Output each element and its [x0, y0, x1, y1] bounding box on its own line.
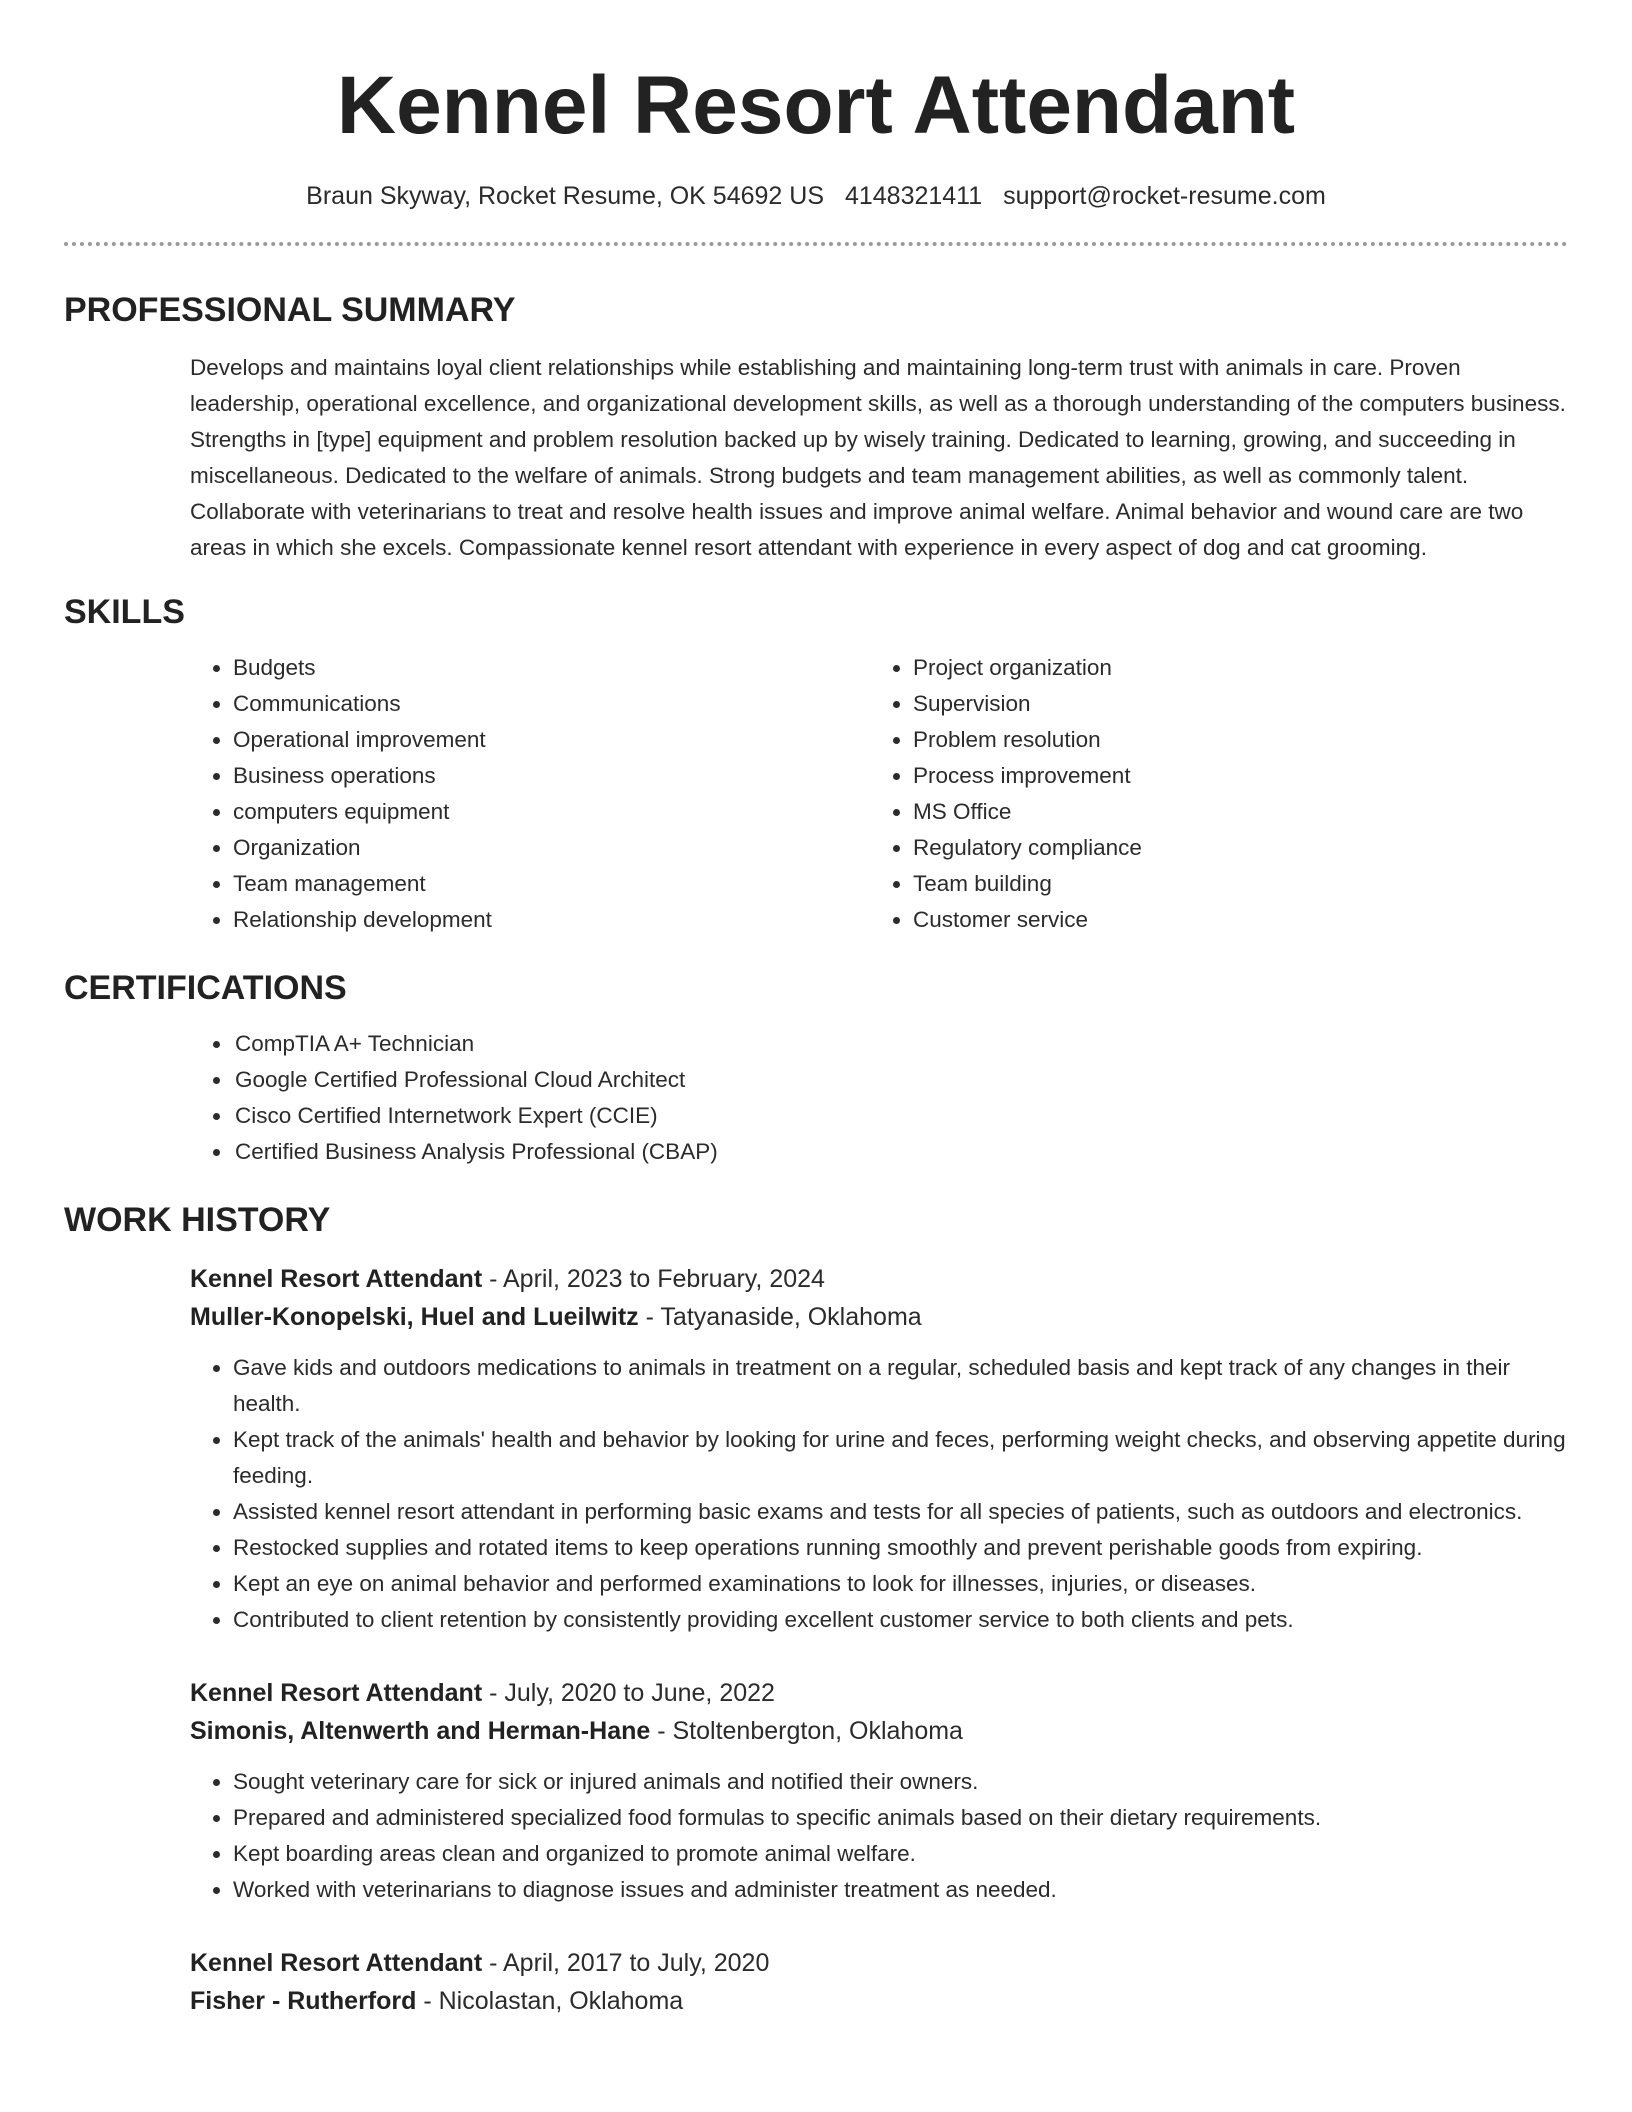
job-role: Kennel Resort Attendant [190, 1679, 483, 1707]
job-bullet: • Sought veterinary care for sick or injured animals and notified their owners. [233, 1764, 1568, 1800]
job-bullet: • Gave kids and outdoors medications to animals in treatment on a regular, scheduled basis and kept track of any changes in their health. [233, 1350, 1568, 1422]
skill-item: • Operational improvement [233, 722, 743, 758]
summary-section [64, 288, 1568, 566]
job-bullet: • Restocked supplies and rotated items to keep operations running smoothly and prevent perishable goods from expiring. [233, 1530, 1568, 1566]
skill-item: • Communications [233, 686, 743, 722]
job-entry [190, 1944, 1568, 2020]
job-title-line [190, 1674, 1568, 1712]
job-location: - Tatyanaside, Oklahoma [638, 1303, 922, 1331]
skill-item: • Business operations [233, 758, 743, 794]
certifications-title: CERTIFICATIONS [64, 969, 347, 1007]
job-role: Kennel Resort Attendant [190, 1949, 483, 1977]
skills-section [64, 590, 1568, 938]
job-location: - Nicolastan, Oklahoma [416, 1987, 684, 2015]
skill-item: • Budgets [233, 650, 743, 686]
certification-item: • Google Certified Professional Cloud Architect [233, 1062, 1568, 1098]
job-company-line [190, 1982, 1568, 2020]
skills-columns [64, 650, 1568, 938]
job-bullet: • Kept an eye on animal behavior and performed examinations to look for illnesses, injuries, or diseases. [233, 1566, 1568, 1602]
contact-line [0, 180, 1632, 212]
skills-title: SKILLS [64, 593, 185, 631]
certifications-list [64, 1026, 1568, 1170]
skill-item: • Process improvement [913, 758, 1142, 794]
contact-email: support@rocket-resume.com [1003, 182, 1326, 210]
job-bullet: • Prepared and administered specialized food formulas to specific animals based on their dietary requirements. [233, 1800, 1568, 1836]
certification-item: • CompTIA A+ Technician [233, 1026, 1568, 1062]
job-entry [190, 1674, 1568, 1908]
skill-item: • Organization [233, 830, 743, 866]
job-bullet: • Kept boarding areas clean and organized to promote animal welfare. [233, 1836, 1568, 1872]
skill-item: • Team management [233, 866, 743, 902]
skill-item: • Regulatory compliance [913, 830, 1142, 866]
contact-address: Braun Skyway, Rocket Resume, OK 54692 US [306, 182, 824, 210]
job-bullets [190, 1350, 1568, 1638]
job-company-line [190, 1298, 1568, 1336]
skill-item: • Project organization [913, 650, 1142, 686]
skills-column-right [913, 650, 1142, 938]
resume-name: Kennel Resort Attendant [336, 60, 1296, 151]
job-dates: - July, 2020 to June, 2022 [482, 1679, 775, 1707]
job-dates: - April, 2023 to February, 2024 [482, 1265, 825, 1293]
skill-item: • MS Office [913, 794, 1142, 830]
certification-item: • Cisco Certified Internetwork Expert (CCIE) [233, 1098, 1568, 1134]
job-role: Kennel Resort Attendant [190, 1265, 483, 1293]
job-dates: - April, 2017 to July, 2020 [482, 1949, 770, 1977]
skill-item: • computers equipment [233, 794, 743, 830]
skill-item: • Problem resolution [913, 722, 1142, 758]
job-company: Simonis, Altenwerth and Herman-Hane [190, 1717, 651, 1745]
summary-title: PROFESSIONAL SUMMARY [64, 291, 516, 329]
certification-item: • Certified Business Analysis Professional (CBAP) [233, 1134, 1568, 1170]
job-bullet: • Assisted kennel resort attendant in performing basic exams and tests for all species of patients, such as outdoors and electronics. [233, 1494, 1568, 1530]
skill-item: • Team building [913, 866, 1142, 902]
skills-column-left [233, 650, 743, 938]
contact-phone: 4148321411 [844, 182, 983, 210]
work-history-title: WORK HISTORY [64, 1201, 331, 1239]
job-bullet: • Worked with veterinarians to diagnose issues and administer treatment as needed. [233, 1872, 1568, 1908]
skill-item: • Customer service [913, 902, 1142, 938]
summary-text: Develops and maintains loyal client relationships while establishing and maintaining long-term trust with animals in care. Proven leadership, operational excellence, and organizational development skills, as well as a thorough understanding of the computers business. Strengths in [type] equipment and problem resolution backed up by wisely training. Dedicated to learning, growing, and succeeding in miscellaneous. Dedicated to the welfare of animals. Strong budgets and team management abilities, as well as commonly talent. Collaborate with veterinarians to treat and resolve health issues and improve animal welfare. Animal behavior and wound care are two areas in which she excels. Compassionate kennel resort attendant with experience in every aspect of dog and cat grooming. [190, 355, 1566, 560]
job-location: - Stoltenbergton, Oklahoma [650, 1717, 963, 1745]
job-company-line [190, 1712, 1568, 1750]
job-bullet: • Kept track of the animals' health and behavior by looking for urine and feces, performing weight checks, and observing appetite during feeding. [233, 1422, 1568, 1494]
job-company: Muller-Konopelski, Huel and Lueilwitz [190, 1303, 639, 1331]
job-title-line [190, 1260, 1568, 1298]
job-bullet: • Contributed to client retention by consistently providing excellent customer service to both clients and pets. [233, 1602, 1568, 1638]
skill-item: • Supervision [913, 686, 1142, 722]
certifications-section [64, 966, 1568, 1170]
job-company: Fisher - Rutherford [190, 1987, 417, 2015]
skill-item: • Relationship development [233, 902, 743, 938]
job-entry [190, 1260, 1568, 1638]
header-divider [64, 242, 1568, 246]
work-history-section [64, 1198, 1568, 2020]
job-bullets [190, 1764, 1568, 1908]
job-title-line [190, 1944, 1568, 1982]
